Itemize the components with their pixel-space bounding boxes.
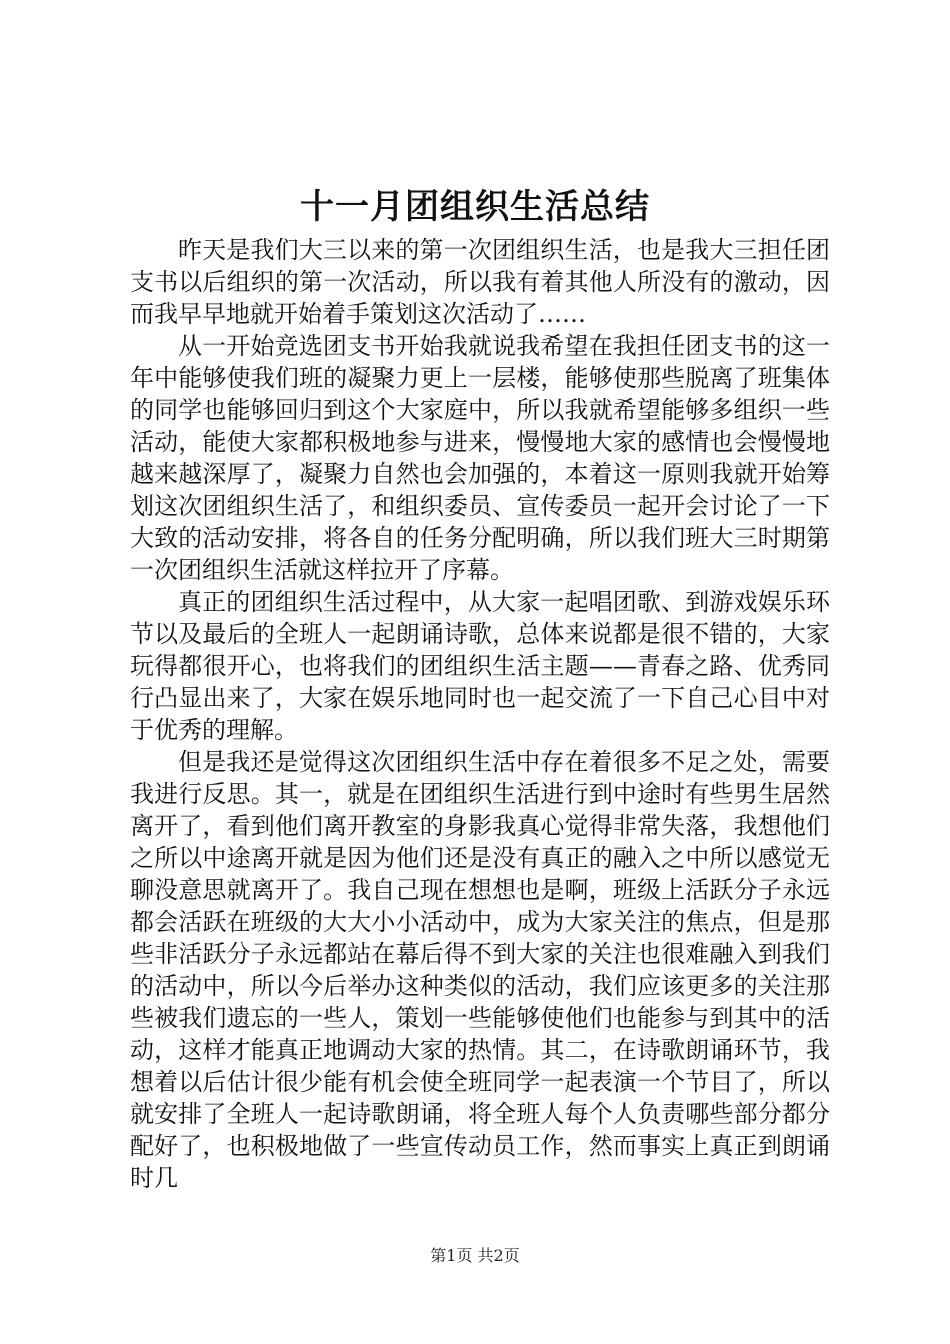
document-body bbox=[130, 234, 830, 1194]
paragraph-3: 真正的团组织生活过程中，从大家一起唱团歌、到游戏娱乐环节以及最后的全班人一起朗诵诗歌，总体来说都是很不错的，大家玩得都很开心，也将我们的团组织生活主题——青春之路、优秀同行凸显出来了，大家在娱乐地同时也一起交流了一下自己心目中对于优秀的理解。 bbox=[130, 588, 830, 744]
paragraph-4: 但是我还是觉得这次团组织生活中存在着很多不足之处，需要我进行反思。其一，就是在团组织生活进行到中途时有些男生居然离开了，看到他们离开教室的身影我真心觉得非常失落，我想他们之所以中途离开就是因为他们还是没有真正的融入之中所以感觉无聊没意思就离开了。我自己现在想想也是啊，班级上活跃分子永远都会活跃在班级的大大小小活动中，成为大家关注的焦点，但是那些非活跃分子永远都站在幕后得不到大家的关注也很难融入到我们的活动中，所以今后举办这种类似的活动，我们应该更多的关注那些被我们遗忘的一些人，策划一些能够使他们也能参与到其中的活动，这样才能真正地调动大家的热情。其二，在诗歌朗诵环节，我想着以后估计很少能有机会使全班同学一起表演一个节目了，所以就安排了全班人一起诗歌朗诵，将全班人每个人负责哪些部分都分配好了，也积极地做了一些宣传动员工作，然而事实上真正到朗诵时几 bbox=[130, 748, 830, 1192]
document-title: 十一月团组织生活总结 bbox=[300, 187, 650, 227]
paragraph-2: 从一开始竞选团支书开始我就说我希望在我担任团支书的这一年中能够使我们班的凝聚力更上一层楼，能够使那些脱离了班集体的同学也能够回归到这个大家庭中，所以我就希望能够多组织一些活动，能使大家都积极地参与进来，慢慢地大家的感情也会慢慢地越来越深厚了，凝聚力自然也会加强的，本着这一原则我就开始筹划这次团组织生活了，和组织委员、宣传委员一起开会讨论了一下大致的活动安排，将各自的任务分配明确，所以我们班大三时期第一次团组织生活就这样拉开了序幕。 bbox=[130, 332, 830, 584]
page-number-footer: 第1页 共2页 bbox=[430, 1246, 520, 1265]
paragraph-1: 昨天是我们大三以来的第一次团组织生活，也是我大三担任团支书以后组织的第一次活动，所以我有着其他人所没有的激动，因而我早早地就开始着手策划这次活动了…… bbox=[130, 236, 830, 328]
